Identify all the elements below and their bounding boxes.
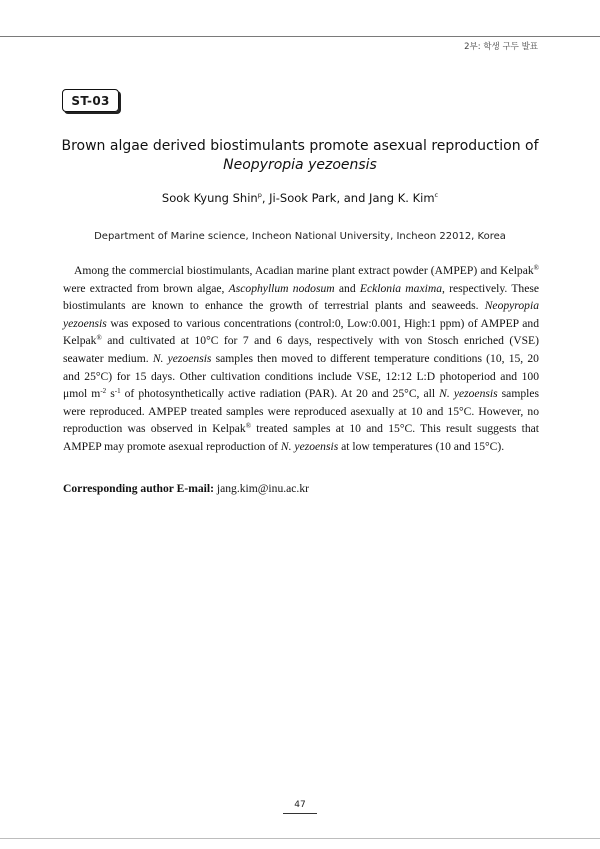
species-name: N. yezoensis	[152, 351, 212, 365]
species-name: Ecklonia maxima	[359, 281, 443, 295]
abstract-text: treated samples at 10 and 15°C. This result suggests that AMPEP may promote asexual reproduction of	[63, 422, 539, 453]
abstract-text: samples then moved to different temperature conditions (10, 15, 20 and 25°C) for 15 days. Other cultivation conditions include VSE, 12:12 L:D photoperiod and 100 μmol m	[63, 351, 539, 401]
abstract-text: Among the commercial biostimulants, Acadian marine plant extract powder (AMPEP) and Kelpak	[74, 264, 534, 277]
abstract-title	[0, 137, 600, 175]
abstract-text: was exposed to various concentrations (control:0, Low:0.001, High:1 ppm) of AMPEP and Kelpak	[63, 316, 539, 348]
abstract-text: of photosynthetically active radiation (PAR). At 20 and 25°C, all	[120, 387, 440, 401]
abstract-text: and	[334, 281, 360, 295]
species-name: Neopyropia yezoensis	[63, 299, 539, 330]
page-bottom-edge	[0, 838, 600, 849]
abstract-text: s	[106, 387, 115, 401]
abstract-text: , respectively. These biostimulants are known to enhance the growth of terrestrial plants and seaweeds.	[63, 281, 540, 313]
species-name: N. yezoensis	[280, 439, 339, 453]
page-number: 47	[294, 800, 306, 810]
registered-mark: ®	[245, 422, 252, 431]
presenter-mark: p	[257, 191, 262, 199]
author-separator: ,	[261, 191, 270, 205]
registered-mark: ®	[96, 334, 102, 343]
abstract-text: and cultivated at 10°C for 7 and 6 days, respectively with von Stosch enriched (VSE) seawater medium.	[63, 334, 539, 365]
affiliation: Department of Marine science, Incheon National University, Incheon 22012, Korea	[94, 231, 506, 242]
title-main: Brown algae derived biostimulants promote asexual reproduction of	[61, 138, 539, 154]
abstract-paragraph	[63, 262, 539, 456]
author-name: Sook Kyung Shin	[161, 191, 258, 205]
registered-mark: ®	[533, 264, 539, 272]
abstract-text: samples were reproduced. AMPEP treated samples were reproduced asexually at 10 and 15°C. However, no reproduction was observed in Kelpak	[63, 387, 540, 436]
section-header-label: 2부: 학생 구두 발표	[464, 42, 538, 52]
author-name: Ji-Sook Park	[269, 191, 337, 205]
abstract-text: at low temperatures (10 and 15°C).	[338, 439, 505, 453]
abstract-code-badge: ST-03	[62, 89, 119, 112]
author-separator: , and	[336, 191, 370, 205]
corresponding-mark: c	[434, 191, 439, 199]
unit-exponent: -1	[114, 387, 121, 396]
contact-email: jang.kim@inu.ac.kr	[216, 482, 309, 495]
species-name: N. yezoensis	[439, 387, 498, 401]
title-species-name: Neopyropia yezoensis	[223, 157, 377, 173]
author-list	[0, 191, 600, 205]
page-number-underline	[283, 813, 317, 814]
corresponding-author	[63, 482, 539, 495]
unit-exponent: -2	[100, 387, 107, 396]
abstract-text: were extracted from brown algae,	[63, 281, 229, 295]
header-rule	[0, 36, 600, 37]
species-name: Ascophyllum nodosum	[228, 281, 335, 295]
author-name: Jang K. Kim	[369, 191, 435, 205]
contact-label: Corresponding author E-mail:	[63, 482, 214, 495]
abstract-body	[63, 262, 539, 456]
